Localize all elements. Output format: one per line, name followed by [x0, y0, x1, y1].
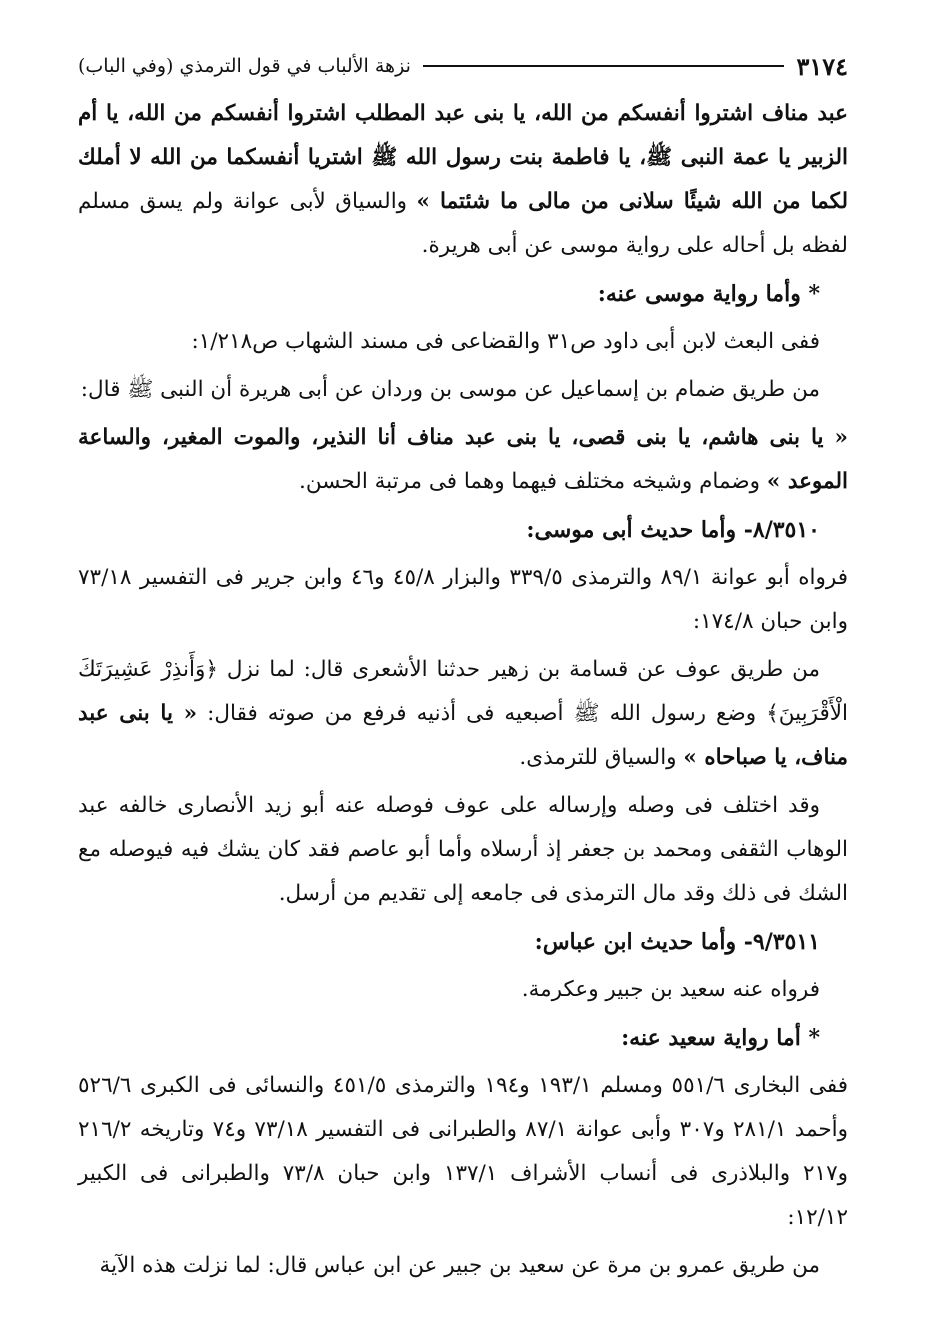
- hadith-text: عبد مناف اشتروا أنفسكم من الله، يا بنى عبد المطلب اشتروا أنفسكم من الله، يا أم الزبير يا عمة النبى ﷺ، يا فاطمة بنت رسول الله ﷺ اشتريا أنفسكما من الله لا أملك لكما من الله شيئًا سلانى من مالى ما شئتما »: [78, 101, 848, 214]
- paragraph-8: فرواه عنه سعيد بن جبير وعكرمة.: [521, 977, 820, 1002]
- paragraph-5: فرواه أبو عوانة ٨٩/١ والترمذى ٣٣٩/٥ والبزار ٤٥/٨ و٤٦ وابن جرير فى التفسير ٧٣/١٨ وابن حبان ١٧٤/٨:: [78, 565, 848, 634]
- header-rule: [423, 65, 785, 67]
- running-header: [78, 48, 848, 84]
- paragraph-10: من طريق عمرو بن مرة عن سعيد بن جبير عن ابن عباس قال: لما نزلت هذه الآية: [99, 1253, 820, 1278]
- paragraph-2: ففى البعث لابن أبى داود ص٣١ والقضاعى فى مسند الشهاب ص١/٢١٨:: [191, 329, 820, 354]
- page-number: ٣١٧٤: [796, 51, 848, 81]
- paragraph-3: من طريق ضمام بن إسماعيل عن موسى بن وردان عن أبى هريرة أن النبى ﷺ قال:: [80, 377, 820, 402]
- header-title: نزهة الألباب في قول الترمذي (وفي الباب): [78, 55, 411, 77]
- commentary-text: وضمام وشيخه مختلف فيهما وهما فى مرتبة الحسن.: [299, 469, 767, 494]
- narration-text: وضع رسول الله ﷺ أصبعيه فى أذنيه فرفع من صوته فقال:: [197, 701, 767, 726]
- section-heading-ibn-abbas: ٩/٣٥١١- وأما حديث ابن عباس:: [534, 929, 820, 955]
- hadith-text: « يا بنى عبد مناف، يا صباحاه »: [78, 701, 848, 770]
- section-heading-said-narration: * أما رواية سعيد عنه:: [621, 1025, 820, 1051]
- paragraph-1: [78, 92, 848, 268]
- isnad-text: من طريق عوف عن قسامة بن زهير حدثنا الأشعرى قال: لما نزل: [217, 657, 820, 682]
- quran-verse: ﴿وَأَنذِرْ عَشِيرَتَكَ الْأَقْرَبِينَ﴾: [78, 657, 848, 726]
- page-body: [78, 92, 848, 1288]
- section-heading-abu-musa: ٨/٣٥١٠- وأما حديث أبى موسى:: [526, 517, 820, 543]
- book-page: [78, 48, 848, 1292]
- hadith-text: « يا بنى هاشم، يا بنى قصى، يا بنى عبد مناف أنا النذير، والموت المغير، والساعة الموعد »: [78, 425, 848, 494]
- section-heading-musa-narration: * وأما رواية موسى عنه:: [597, 281, 820, 307]
- paragraph-6: [78, 648, 848, 780]
- paragraph-4: [78, 416, 848, 504]
- commentary-text: والسياق لأبى عوانة ولم يسق مسلم لفظه بل أحاله على رواية موسى عن أبى هريرة.: [78, 189, 848, 258]
- commentary-text: والسياق للترمذى.: [519, 745, 684, 770]
- paragraph-7: وقد اختلف فى وصله وإرساله على عوف فوصله عنه أبو زيد الأنصارى خالفه عبد الوهاب الثقفى ومحمد بن جعفر إذ أرسلاه وأما أبو عاصم فقد كان يشك فيه فيوصله مع الشك فى ذلك وقد مال الترمذى فى جامعه إلى تقديم من أرسل.: [78, 793, 848, 906]
- paragraph-9: ففى البخارى ٥٥١/٦ ومسلم ١٩٣/١ و١٩٤ والترمذى ٤٥١/٥ والنسائى فى الكبرى ٥٢٦/٦ وأحمد ٢٨١/١ و٣٠٧ وأبى عوانة ٨٧/١ والطبرانى فى التفسير ٧٣/١٨ و٧٤ وتاريخه ٢١٦/٢ و٢١٧ والبلاذرى فى أنساب الأشراف ١٣٧/١ وابن حبان ٧٣/٨ والطبرانى فى الكبير ١٢/١٢:: [78, 1073, 849, 1230]
